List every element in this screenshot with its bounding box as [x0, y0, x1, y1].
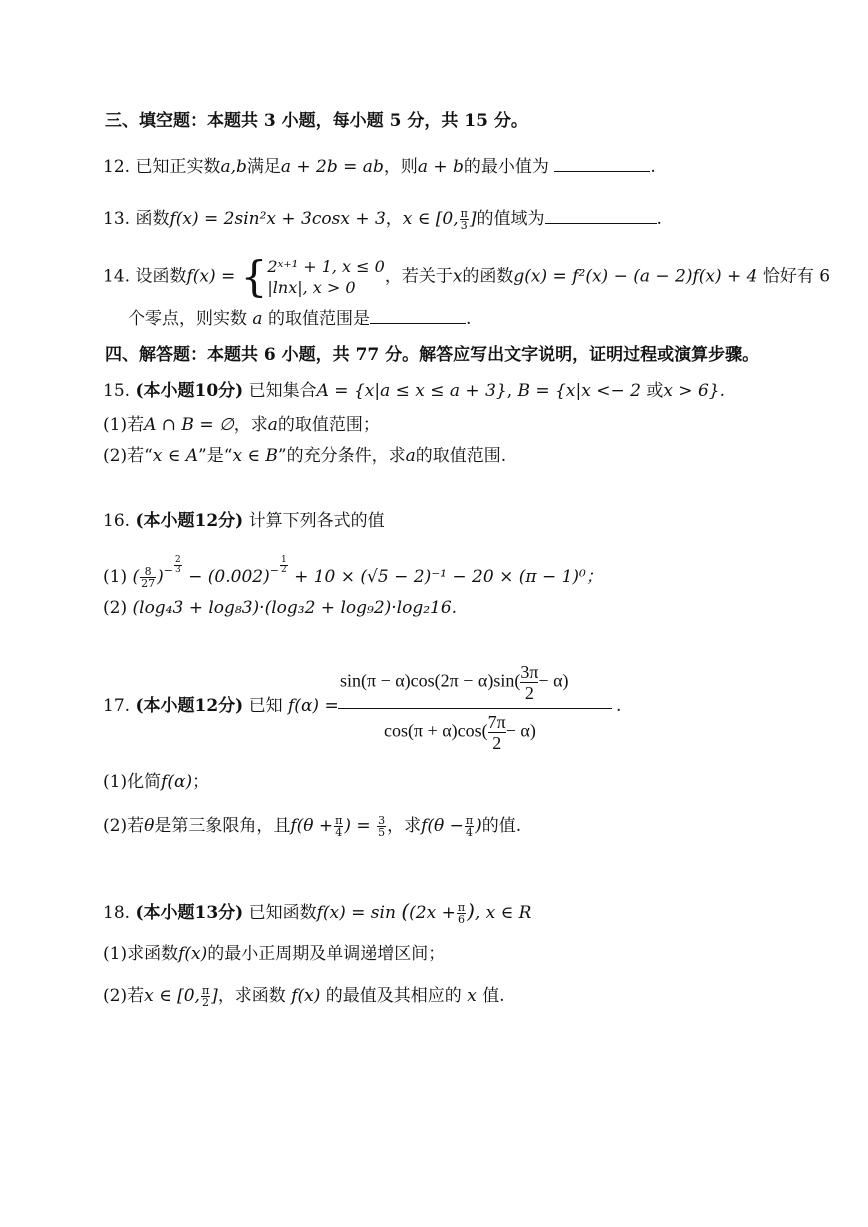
- math-expr: a,b: [220, 157, 247, 177]
- question-text: ，求: [233, 415, 268, 435]
- question-16-part2: [103, 597, 457, 619]
- math-expr: cos(π + α)cos(: [384, 720, 488, 741]
- math-expr: a + b: [417, 157, 464, 177]
- question-text: 已知函数: [248, 903, 317, 923]
- question-text: 的最小值为: [463, 157, 549, 177]
- piecewise-cases: [267, 256, 384, 298]
- math-expr: B = {x|x <− 2: [517, 381, 641, 401]
- question-number: 13.: [103, 209, 131, 229]
- math-expr: sin(π − α)cos(2π − α)sin(: [340, 670, 521, 691]
- question-15-part2: [103, 445, 506, 467]
- question-text: 恰好有 6: [762, 266, 831, 287]
- math-expr: x ∈ B: [232, 446, 278, 466]
- question-text: 计算下列各式的值: [248, 511, 385, 531]
- question-15: [103, 380, 725, 402]
- question-15-part1: [103, 414, 380, 436]
- question-number: 16.: [103, 511, 131, 531]
- math-expr: A ∩ B = ∅: [144, 415, 234, 435]
- math-expr: f(x) = sin: [316, 903, 396, 923]
- question-text: 的取值范围.: [415, 446, 507, 466]
- question-text: .: [656, 209, 662, 229]
- fraction: $\frac{3}{5}$: [378, 814, 386, 839]
- math-expr: f(α) =: [288, 696, 339, 716]
- math-expr: ]: [211, 986, 218, 1006]
- math-expr: a: [267, 415, 278, 435]
- question-text: .: [650, 157, 656, 177]
- part-label: (2)若“: [103, 446, 153, 466]
- question-text: 的取值范围是: [267, 309, 370, 329]
- question-17-part2: [103, 815, 521, 838]
- question-14: [103, 252, 831, 301]
- math-expr: (log₄3 + log₈3)·(log₃2 + log₉2)·log₂16.: [132, 598, 458, 618]
- case-line: |lnx|, x > 0: [267, 278, 356, 297]
- math-expr: f(x): [291, 986, 321, 1006]
- question-text: 已知正实数: [135, 157, 221, 177]
- math-expr: A = {x|a ≤ x ≤ a + 3}: [316, 381, 507, 401]
- score-tag: (本小题12分): [135, 511, 244, 531]
- case-line: 2ˣ⁺¹ + 1, x ≤ 0: [267, 257, 385, 276]
- part-label: (1)化简: [103, 772, 162, 792]
- fraction-bar: [338, 708, 612, 709]
- question-text: 的取值范围；: [277, 415, 380, 435]
- fraction: $\frac{\pi}{6}$: [457, 901, 466, 926]
- math-expr: ]: [469, 209, 477, 229]
- math-expr: ) =: [344, 816, 371, 836]
- question-text: ”的充分条件，求: [277, 446, 406, 466]
- question-number: 12.: [103, 157, 131, 177]
- question-text: 的值.: [481, 816, 522, 836]
- question-17: [103, 695, 339, 717]
- question-number: 14.: [103, 266, 131, 287]
- question-text: 已知: [248, 696, 283, 716]
- math-expr: x: [452, 266, 463, 287]
- math-expr: ): [475, 816, 482, 836]
- fraction: $\frac{\pi}{4}$: [465, 814, 474, 839]
- question-text: ，: [385, 209, 403, 229]
- math-expr: f(α): [161, 772, 193, 792]
- score-tag: (本小题10分): [135, 381, 244, 401]
- question-16: [103, 510, 385, 532]
- question-text: 满足: [246, 157, 281, 177]
- fraction: $\frac{8}{27}$: [141, 565, 156, 590]
- answer-blank[interactable]: [545, 207, 657, 224]
- math-expr: a: [405, 446, 416, 466]
- question-text: ，求: [387, 816, 422, 836]
- math-expr: x: [467, 986, 477, 1006]
- part-label: (1)求函数: [103, 944, 179, 964]
- part-label: (2)若: [103, 816, 145, 836]
- part-label: (2)若: [103, 986, 145, 1006]
- question-text: 的最值及其相应的: [325, 986, 462, 1006]
- math-expr: f(x) = 2sin²x + 3cosx + 3: [169, 209, 386, 229]
- math-expr: f(θ +: [290, 816, 334, 836]
- math-expr: + 10 × (√5 − 2)⁻¹ − 20 × (π − 1)⁰；: [294, 567, 603, 587]
- math-expr: (2x +: [409, 903, 456, 923]
- exponent-fraction: $\frac{2}{3}$: [175, 555, 181, 575]
- score-tag: (本小题12分): [135, 696, 244, 716]
- question-text: ；: [192, 772, 210, 792]
- answer-blank[interactable]: [370, 307, 466, 324]
- question-17-part1: [103, 771, 209, 793]
- question-text: ,: [506, 381, 513, 401]
- fraction: $\frac{\pi}{4}$: [335, 814, 343, 839]
- section3-heading: 三、填空题：本题共 3 小题，每小题 5 分，共 15 分。: [105, 111, 528, 131]
- math-expr: f(θ −: [421, 816, 464, 836]
- question-18-part2: [103, 985, 505, 1008]
- math-expr: , x ∈ R: [474, 903, 532, 923]
- math-expr: f(x): [178, 944, 208, 964]
- question-text: 设函数: [135, 266, 187, 287]
- question-12: [103, 155, 656, 178]
- exponent-fraction: $\frac{1}{2}$: [280, 555, 287, 575]
- part-label: (1): [103, 567, 128, 587]
- question-text: 的最小正周期及单调递增区间；: [207, 944, 446, 964]
- answer-blank[interactable]: [554, 155, 650, 172]
- left-brace-icon: {: [240, 252, 268, 301]
- question-text: 的函数: [462, 266, 514, 287]
- question-text: ，求函数: [217, 986, 286, 1006]
- math-expr: x > 6}.: [663, 381, 725, 401]
- question-18: 18. (本小题13分) 已知函数f(x) = sin ((2x + $\frac{\pi}{6}$ ), x ∈ R: [103, 899, 532, 926]
- fraction-denominator: cos(π + α)cos( $\frac{7\pi}{2}$ − α): [384, 712, 536, 753]
- question-text: ”是“: [198, 446, 233, 466]
- fraction: $\frac{\pi}{3}$: [460, 207, 468, 232]
- question-13: [103, 207, 662, 231]
- question-17-end: .: [616, 696, 622, 716]
- question-text: ，则: [383, 157, 418, 177]
- fraction-numerator: sin(π − α)cos(2π − α)sin( $\frac{3\pi}{2}$ − α): [340, 662, 569, 703]
- question-number: 18.: [103, 903, 131, 923]
- score-tag: (本小题13分): [135, 903, 244, 923]
- question-number: 15.: [103, 381, 131, 401]
- question-text: 已知集合: [248, 381, 317, 401]
- math-expr: a + 2b = ab: [280, 157, 384, 177]
- question-text: 函数: [135, 209, 170, 229]
- math-expr: f(x) =: [186, 266, 236, 287]
- question-14-line2: [128, 307, 471, 330]
- part-label: (2): [103, 598, 128, 618]
- question-text: 或: [646, 381, 664, 401]
- question-number: 17.: [103, 696, 131, 716]
- section4-heading: 四、解答题：本题共 6 小题，共 77 分。解答应写出文字说明，证明过程或演算步骤。: [105, 345, 760, 365]
- math-expr: x ∈ [0,: [144, 986, 200, 1006]
- question-text: .: [465, 309, 472, 329]
- question-text: 是第三象限角，且: [154, 816, 291, 836]
- fraction: $\frac{\pi}{2}$: [201, 984, 210, 1009]
- math-expr: g(x) = f²(x) − (a − 2)f(x) + 4: [513, 266, 758, 287]
- math-expr: a: [252, 309, 263, 329]
- math-expr: x ∈ A: [152, 446, 199, 466]
- question-text: 值.: [482, 986, 505, 1006]
- math-expr: − (0.002): [188, 567, 270, 587]
- part-label: (1)若: [103, 415, 145, 435]
- question-18-part1: [103, 943, 445, 965]
- math-expr: θ: [144, 816, 155, 836]
- question-text: 个零点，则实数: [128, 309, 247, 329]
- question-text: 的值域为: [476, 209, 545, 229]
- question-text: ，若关于: [384, 266, 453, 287]
- math-expr: x ∈ [0,: [402, 209, 459, 229]
- question-16-part1: (1) ( $\frac{8}{27}$ )$^{- \frac{2}{3}}$ − $(0.002)^{- \frac{1}{2}}$ + 10 × (√5 − 2)⁻¹ − 20 × (π − 1)⁰；: [103, 555, 603, 590]
